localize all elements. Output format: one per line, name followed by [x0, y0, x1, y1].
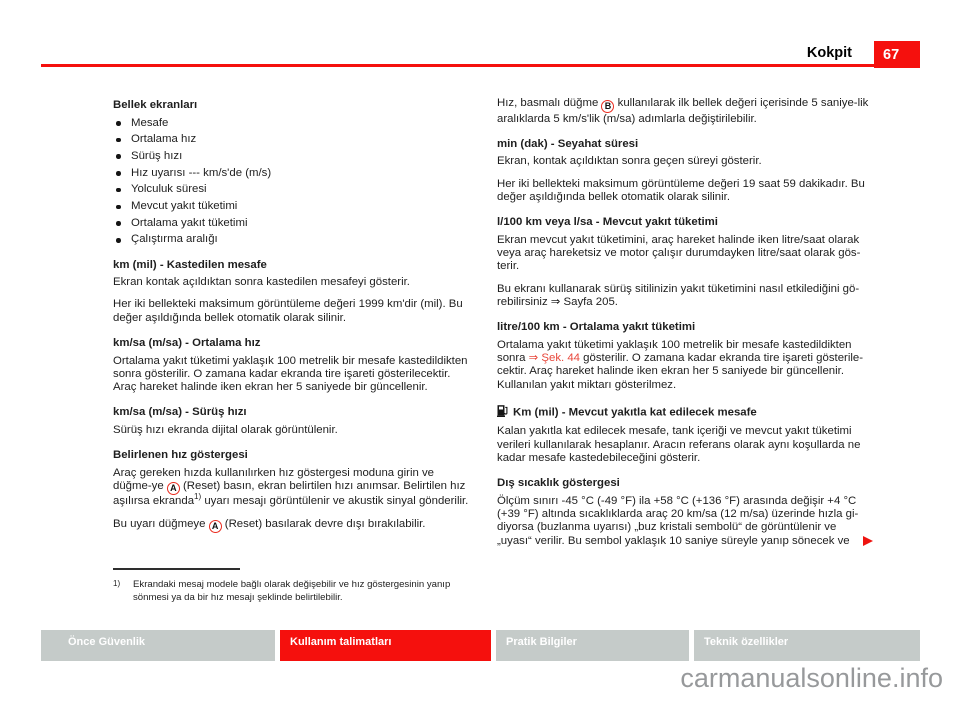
list-item: Hız uyarısı --- km/s'de (m/s) [113, 167, 471, 180]
paragraph [113, 424, 471, 437]
footnote-text: Ekrandaki mesaj modele bağlı olarak değişebilir ve hız göstergesinin yanıp sönmesi ya da bir hız mesajı şeklinde belirtilebilir. [133, 579, 451, 603]
footnote-body [113, 579, 477, 604]
heading-text: km (mil) - Kastedilen mesafe [113, 258, 267, 271]
heading-text: min (dak) - Seyahat süresi [497, 137, 639, 150]
text-run: Her iki bellekteki maksimum görüntüleme değeri 1999 km'dir (mil). Bu değer aşıldığında bellek otomatik olarak silinir. [113, 298, 463, 324]
paragraph [497, 155, 869, 168]
text-run: Araç gereken hızda kullanılırken hız göstergesi moduna girin ve düğme-ye [113, 466, 435, 492]
footnote [113, 568, 477, 604]
paragraph [497, 425, 869, 465]
heading-text: km/sa (m/sa) - Sürüş hızı [113, 406, 247, 419]
heading-text: litre/100 km - Ortalama yakıt tüketimi [497, 321, 696, 334]
footer-tab-bar [41, 630, 920, 661]
fuel-pump-icon [497, 404, 508, 422]
heading-text: Dış sıcaklık göstergesi [497, 477, 620, 490]
text-run: Ekran, kontak açıldıktan sonra geçen süreyi gösterir. [497, 155, 762, 168]
text-run: Ekran mevcut yakıt tüketimini, araç hareket halinde iken litre/saat olarak veya araç hareketsiz ve motor çalışır durumdayken litre/saat olarak gös-terir. [497, 233, 861, 273]
header-rule [41, 64, 874, 67]
heading-text: km/sa (m/sa) - Ortalama hız [113, 337, 261, 349]
text-run: kullanılarak ilk bellek değeri içerisinde 5 saniye-lik aralıklarda 5 km/s'lik (m/sa) adımlarla değiştirilebilir. [497, 97, 869, 125]
reset-button-a-badge: A [167, 482, 180, 495]
footer-tab-label: Kullanım talimatları [290, 636, 392, 648]
list-item: Yolculuk süresi [113, 183, 471, 196]
footer-tab-label: Pratik Bilgiler [506, 636, 577, 648]
section-heading [113, 99, 471, 113]
text-run: Ölçüm sınırı -45 °C (-49 °F) ila +58 °C (+136 °F) arasında değişir +4 °C (+39 °F) altında sıcaklıklarda araç 20 km/sa (12 m/sa) üzerinde hızla gi-diyorsa (buzlanma uyarısı) „buz kristali sembolü“ de görüntülenir ve „uyası“ verilir. Bu sembol yaklaşık 10 saniye süreyle yanıp sönecek ve [497, 494, 859, 547]
watermark-text: carmanualsonline.info [680, 663, 943, 693]
reset-button-b-badge: B [601, 100, 614, 113]
section-heading [113, 449, 471, 463]
text-run: uyarı mesajı görüntülenir ve akustik sinyal gönderilir. [201, 495, 469, 508]
paragraph [113, 355, 471, 395]
list-item: Ortalama hız [113, 133, 471, 146]
section-heading [113, 406, 471, 420]
text-run: gösterilir. O zamana kadar ekranda tire işareti gösterile-cektir. Araç hareket halinde iken ekran her 5 saniyede bir güncellenir. Kullanılan yakıt miktarı gösterilmez. [497, 351, 864, 391]
section-heading [497, 138, 869, 152]
bullet-list [113, 117, 471, 247]
text-run: (Reset) basılarak devre dışı bırakılabilir. [221, 517, 426, 530]
paragraph [497, 339, 869, 392]
list-item: Ortalama yakıt tüketimi [113, 217, 471, 230]
footnote-ref: 1) [194, 492, 202, 502]
footnote-marker: 1) [113, 579, 121, 588]
list-item: Çalıştırma aralığı [113, 233, 471, 246]
right-column [497, 97, 869, 557]
heading-text: Bellek ekranları [113, 99, 198, 111]
paragraph [497, 234, 869, 274]
section-heading [113, 337, 471, 351]
text-run: Bu uyarı düğmeye [113, 517, 209, 530]
cross-reference-link[interactable]: ⇒ Şek. 44 [528, 351, 581, 364]
paragraph [113, 518, 471, 534]
list-item: Sürüş hızı [113, 150, 471, 163]
continuation-arrow-icon [863, 536, 873, 546]
paragraph [113, 276, 471, 289]
section-heading [497, 321, 869, 335]
list-item: Mesafe [113, 117, 471, 130]
section-heading [113, 259, 471, 273]
footnote-rule [113, 568, 240, 570]
text-run: Hız, basmalı düğme [497, 97, 602, 109]
left-column [113, 99, 471, 542]
paragraph [113, 467, 471, 509]
section-heading [497, 404, 869, 422]
text-run: Ekran kontak açıldıktan sonra kastedilen mesafeyi gösterir. [113, 276, 410, 289]
text-run: Her iki bellekteki maksimum görüntüleme değeri 19 saat 59 dakikadır. Bu değer aşıldığında bellek otomatik olarak silinir. [497, 177, 865, 203]
reset-button-a-badge: A [209, 520, 222, 533]
text-run: Ortalama yakıt tüketimi yaklaşık 100 metrelik bir mesafe kastedildikten sonra gösterilir. O zamana kadar ekranda tire işareti gösterilecektir. Araç hareket halinde iken ekran her 5 saniyede bir güncellenir. [113, 354, 468, 394]
page-number-badge: 67 [874, 41, 920, 68]
heading-text: Belirlenen hız göstergesi [113, 449, 248, 462]
text-run: Bu ekranı kullanarak sürüş sitilinizin yakıt tüketimini nasıl etkilediğini gö-rebilirsiniz ⇒ Sayfa 205. [497, 282, 860, 308]
footer-tab-pratik-bilgiler [496, 630, 689, 661]
paragraph [497, 495, 869, 548]
paragraph [497, 178, 869, 205]
footer-tab-label: Teknik özellikler [704, 636, 789, 648]
paragraph [497, 97, 869, 126]
heading-text: Km (mil) - Mevcut yakıtla kat edilecek mesafe [513, 406, 757, 419]
text-run: Sürüş hızı ekranda dijital olarak görüntülenir. [113, 423, 338, 436]
text-run: (Reset) basın, ekran belirtilen hızı anımsar. Belirtilen hız aşılırsa ekranda [113, 479, 466, 508]
text-run: Kalan yakıtla kat edilecek mesafe, tank içeriği ve mevcut yakıt tüketimi verileri kullanılarak hesaplanır. Aracın referans olarak aynı koşullarda ne kadar mesafe kastedebileceğini gösterir. [497, 425, 861, 464]
footer-tab-teknik-zellikler [694, 630, 920, 661]
heading-text: l/100 km veya l/sa - Mevcut yakıt tüketimi [497, 216, 718, 229]
section-heading [497, 477, 869, 491]
page-title: Kokpit [806, 45, 852, 61]
footer-tab-kullan-m-talimatlar [280, 630, 491, 661]
footer-tab-nce-g-venlik [41, 630, 275, 661]
paragraph [113, 298, 471, 325]
list-item: Mevcut yakıt tüketimi [113, 200, 471, 213]
section-heading [497, 216, 869, 230]
footer-tab-label: Önce Güvenlik [68, 636, 146, 648]
paragraph [497, 283, 869, 310]
text-run: Ortalama yakıt tüketimi yaklaşık 100 metrelik bir mesafe kastedildikten sonra [497, 338, 852, 364]
